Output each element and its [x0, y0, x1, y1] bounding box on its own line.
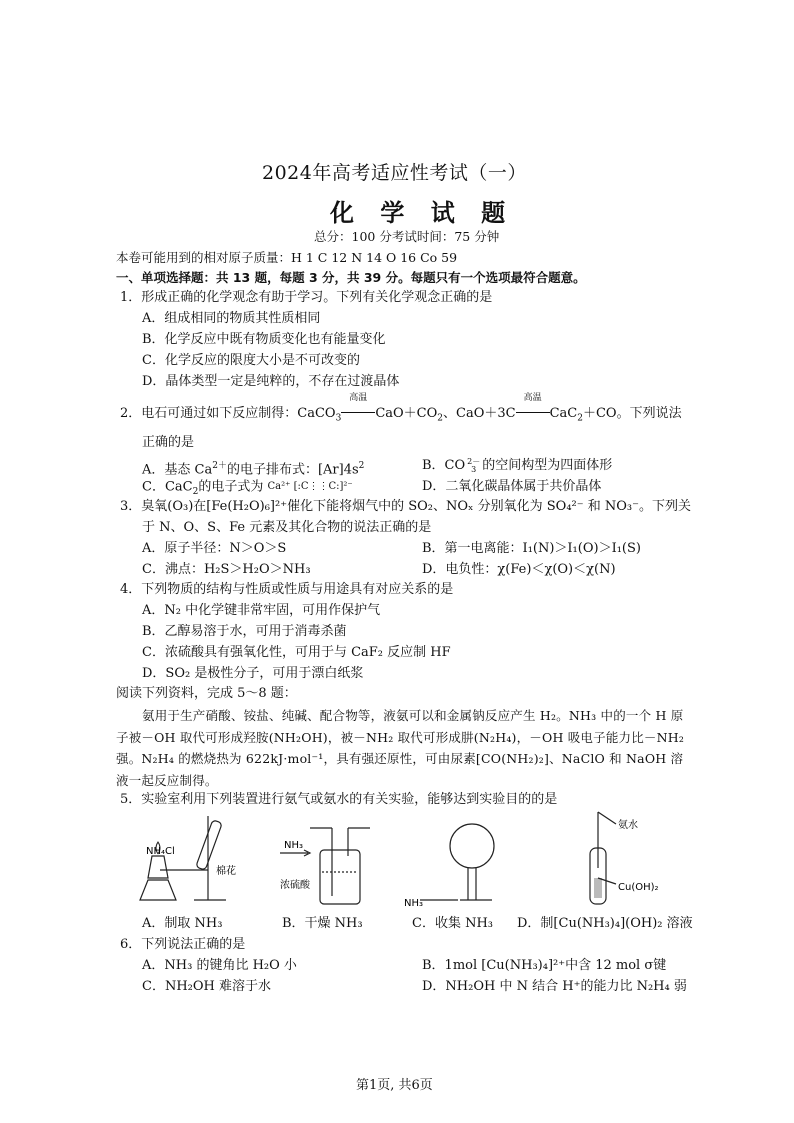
apparatus-a [140, 816, 226, 900]
q2-stem-line2: 正确的是 [142, 435, 195, 450]
q6-option-d: D．NH₂OH 中 N 结合 H⁺的能力比 N₂H₄ 弱 [422, 979, 687, 994]
q6-option-a: A．NH₃ 的键角比 H₂O 小 [142, 958, 297, 973]
q5-option-a: A．制取 NH₃ [142, 916, 223, 931]
reading-passage: 氨用于生产硝酸、铵盐、纯碱、配合物等，液氨可以和金属钠反应产生 H₂。NH₃ 中的一个 H 原子被－OH 取代可形成羟胺(NH₂OH)，被－NH₂ 取代可形成肼(N₂H₄)，－OH 吸电子能力比－NH₂ 强。N₂H₄ 的燃烧热为 622kJ·mol⁻¹，具有强还原性，可由尿素[CO(NH₂)₂]、NaClO 和 NaOH 溶液一起反应制得。 [116, 708, 685, 788]
q4-option-c: C．浓硫酸具有强氧化性，可用于与 CaF₂ 反应制 HF [142, 645, 451, 660]
page-footer: 第1页, 共6页 [356, 1078, 433, 1093]
score-time: 总分：100 分考试时间：75 分钟 [314, 229, 500, 244]
q3-option-c: C．沸点：H₂S＞H₂O＞NH₃ [142, 562, 311, 577]
label-nh3-flask: NH₃ [404, 898, 424, 909]
atomic-masses: 本卷可能用到的相对原子质量：H 1 C 12 N 14 O 16 Co 59 [116, 250, 458, 265]
label-nh3-arrow: NH₃ [284, 840, 304, 851]
apparatus-c [420, 824, 494, 900]
q3-option-a: A．原子半径：N＞O＞S [142, 541, 287, 556]
electron-formula: Ca²⁺ [:C⋮⋮C:]²⁻ [267, 481, 353, 492]
q6-option-b: B．1mol [Cu(NH₃)₄]²⁺中含 12 mol σ键 [422, 958, 667, 973]
q6-stem: 6．下列说法正确的是 [120, 937, 246, 952]
q4-option-d: D．SO₂ 是极性分子，可用于漂白纸浆 [142, 666, 364, 681]
q2-option-a: A．基态 $Ca^{2+}$的电子排布式：$[Ar]4s^2$ [142, 461, 365, 478]
q5-option-c: C．收集 NH₃ [412, 916, 494, 931]
q3-stem-line2: 于 N、O、S、Fe 元素及其化合物的说法正确的是 [142, 520, 432, 535]
label-nh4cl: NH₄Cl [146, 846, 175, 857]
q4-option-a: A．N₂ 中化学键非常牢固，可用作保护气 [142, 603, 381, 618]
q3-option-d: D．电负性：χ(Fe)＜χ(O)＜χ(N) [422, 562, 616, 577]
q5-stem: 5．实验室利用下列装置进行氨气或氨水的有关实验，能够达到实验目的的是 [120, 792, 558, 807]
label-conc-acid: 浓硫酸 [280, 880, 310, 891]
reaction-condition: 高温 [341, 404, 375, 424]
q6-option-c: C．NH₂OH 难溶于水 [142, 979, 271, 994]
q3-option-b: B．第一电离能：I₁(N)＞I₁(O)＞I₁(S) [422, 541, 641, 556]
apparatus-d [590, 812, 616, 904]
q2-option-c: C．CaC$_2$的电子式为 Ca²⁺ [:C⋮⋮C:]²⁻ [142, 477, 353, 502]
section-heading: 一、单项选择题：共 13 题，每题 3 分，共 39 分。每题只有一个选项最符合题意。 [116, 270, 586, 285]
q2-stem: 2．电石可通过如下反应制得：CaCO$_3$ 高温 $CaO+CO_2$、CaO＋3C 高温 CaC$_2$＋CO。下列说法 [120, 393, 682, 424]
q2-option-b: B．CO 2－ 3 的空间构型为四面体形 [422, 456, 613, 474]
q4-option-b: B．乙醇易溶于水，可用于消毒杀菌 [142, 624, 347, 639]
apparatus-figure [120, 808, 690, 914]
q2-option-d: D．二氧化碳晶体属于共价晶体 [422, 479, 602, 494]
q5-option-b: B．干燥 NH₃ [282, 916, 363, 931]
subject-title: 化 学 试 题 [330, 198, 515, 227]
q1-option-c: C．化学反应的限度大小是不可改变的 [142, 353, 360, 368]
q3-stem: 3．臭氧(O₃)在[Fe(H₂O)₆]²⁺催化下能将烟气中的 SO₂、NOₓ 分别氧化为 SO₄²⁻ 和 NO₃⁻。下列关 [120, 499, 691, 514]
q5-option-d: D．制[Cu(NH₃)₄](OH)₂ 溶液 [517, 916, 693, 931]
q1-stem: 1．形成正确的化学观念有助于学习。下列有关化学观念正确的是 [120, 290, 493, 305]
q1-option-b: B．化学反应中既有物质变化也有能量变化 [142, 332, 386, 347]
label-cotton: 棉花 [216, 866, 236, 877]
reaction-condition-2: 高温 [516, 404, 550, 424]
label-cuoh2: Cu(OH)₂ [618, 882, 659, 893]
q4-stem: 4．下列物质的结构与性质或性质与用途具有对应关系的是 [120, 582, 454, 597]
label-ammonia-water: 氨水 [618, 820, 638, 831]
reading-intro: 阅读下列资料，完成 5～8 题： [116, 686, 297, 701]
q1-option-d: D．晶体类型一定是纯粹的，不存在过渡晶体 [142, 374, 400, 389]
exam-title: 2024年高考适应性考试（一） [262, 162, 527, 184]
q1-option-a: A．组成相同的物质其性质相同 [142, 311, 321, 326]
